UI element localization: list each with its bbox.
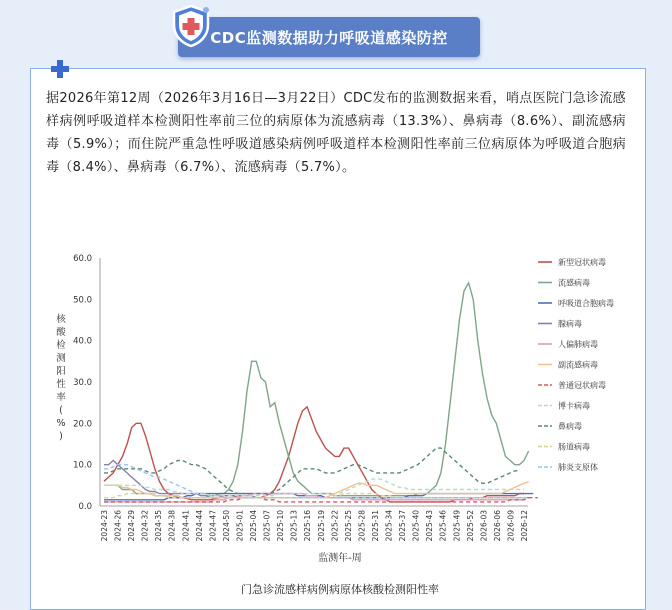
- x-tick-label: 2025-52: [465, 510, 475, 542]
- legend-label: 流感病毒: [558, 278, 590, 288]
- legend-label: 呼吸道合胞病毒: [558, 299, 614, 308]
- shield-medical-icon: [168, 3, 214, 49]
- y-tick-label: 20.0: [73, 419, 92, 430]
- x-axis-label: 监测年-周: [318, 553, 362, 564]
- y-tick-label: 30.0: [73, 378, 92, 388]
- x-tick-label: 2024-32: [140, 510, 150, 542]
- y-tick-label: 60.0: [73, 254, 92, 264]
- x-tick-label: 2024-47: [208, 510, 218, 542]
- x-tick-label: 2025-01: [235, 510, 245, 542]
- x-tick-label: 2024-38: [167, 510, 177, 542]
- y-axis-label-char: 测: [56, 353, 66, 364]
- x-tick-label: 2025-43: [425, 510, 435, 542]
- x-tick-label: 2026-12: [520, 510, 529, 542]
- x-tick-label: 2024-23: [100, 510, 109, 542]
- x-tick-label: 2025-40: [411, 510, 421, 542]
- x-tick-label: 2026-03: [479, 510, 489, 542]
- legend-label: 博卡病毒: [558, 401, 590, 411]
- legend-label: 腺病毒: [558, 319, 582, 329]
- y-tick-label: 50.0: [73, 295, 92, 306]
- x-tick-label: 2025-19: [316, 510, 326, 542]
- x-tick-label: 2025-07: [262, 510, 272, 542]
- legend-label: 新型冠状病毒: [558, 258, 606, 267]
- x-tick-label: 2024-35: [154, 510, 164, 542]
- x-tick-label: 2024-29: [127, 510, 137, 542]
- y-axis-label-char: 检: [56, 340, 66, 351]
- x-tick-label: 2026-09: [506, 510, 516, 542]
- x-tick-label: 2025-28: [357, 510, 367, 542]
- surveillance-summary-text: 据2026年第12周（2026年3月16日—3月22日）CDC发布的监测数据来看，哨点医院门急诊流感样病例呼吸道样本检测阳性率前三位的病原体为流感病毒（13.3%）、鼻病毒（8.6%）、副流感病毒（5.9%）；而住院严重急性呼吸道感染病例呼吸道样本检测阳性率前三位病原体为呼吸道合胞病毒（8.4%）、鼻病毒（6.7%）、流感病毒（5.7%）。: [46, 91, 626, 175]
- page-title: CDC监测数据助力呼吸道感染防控: [210, 29, 448, 47]
- x-tick-label: 2025-16: [303, 510, 313, 542]
- positivity-rate-chart: [44, 250, 644, 598]
- x-tick-label: 2025-34: [384, 510, 394, 542]
- x-tick-label: 2025-37: [398, 510, 408, 542]
- x-tick-label: 2025-13: [289, 510, 299, 542]
- title-banner: [178, 17, 480, 57]
- x-tick-label: 2025-46: [438, 510, 448, 542]
- y-axis-label-char: (: [59, 405, 63, 416]
- y-axis-label-char: 率: [56, 392, 66, 403]
- x-tick-label: 2025-31: [370, 510, 380, 542]
- x-tick-label: 2024-44: [194, 510, 204, 542]
- y-tick-label: 40.0: [73, 336, 92, 347]
- x-tick-label: 2025-49: [452, 510, 462, 542]
- y-tick-label: 10.0: [73, 460, 92, 471]
- legend-label: 肺炎支原体: [558, 463, 598, 472]
- series-line: [104, 448, 519, 494]
- x-tick-label: 2025-04: [249, 510, 259, 542]
- x-tick-label: 2025-22: [330, 510, 340, 542]
- x-tick-label: 2026-06: [492, 510, 502, 542]
- x-tick-label: 2025-10: [276, 510, 286, 542]
- plus-icon: [50, 59, 70, 79]
- y-axis-label-char: %: [56, 418, 66, 429]
- legend-label: 副流感病毒: [558, 360, 598, 370]
- x-tick-label: 2024-50: [221, 510, 231, 542]
- legend-label: 普通冠状病毒: [558, 381, 606, 390]
- legend-label: 人偏肺病毒: [558, 340, 598, 349]
- y-axis-label-char: 阳: [56, 366, 66, 377]
- x-tick-label: 2024-26: [113, 510, 123, 542]
- series-line: [104, 407, 524, 502]
- legend-label: 肠道病毒: [558, 442, 590, 452]
- x-tick-label: 2024-41: [181, 510, 191, 542]
- x-tick-label: 2025-25: [343, 510, 353, 542]
- series-line: [104, 283, 529, 498]
- y-axis-label-char: 核: [56, 314, 66, 325]
- y-axis-label-char: ): [59, 431, 63, 442]
- chart-caption: 门急诊流感样病例病原体核酸检测阳性率: [241, 583, 439, 596]
- y-axis-label-char: 性: [56, 379, 66, 390]
- y-axis-label-char: 酸: [56, 327, 66, 338]
- y-tick-label: 0.0: [78, 502, 92, 512]
- legend-label: 鼻病毒: [558, 422, 582, 431]
